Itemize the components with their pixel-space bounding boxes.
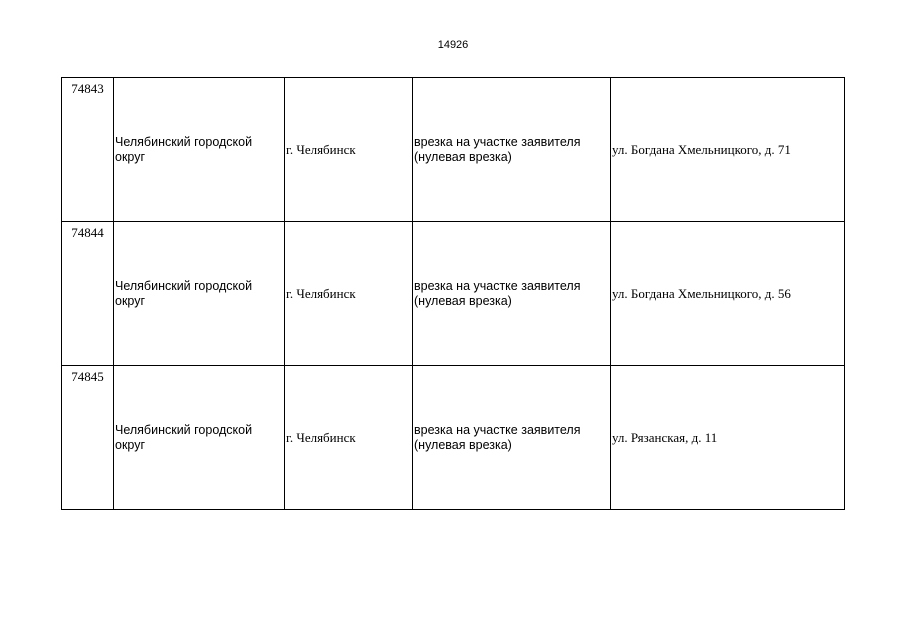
row-number: 74845 — [62, 366, 114, 510]
address-cell: ул. Богдана Хмельницкого, д. 56 — [611, 222, 845, 366]
row-number: 74843 — [62, 78, 114, 222]
district-cell: Челябинский городской округ — [114, 222, 285, 366]
address-cell: ул. Богдана Хмельницкого, д. 71 — [611, 78, 845, 222]
city-cell: г. Челябинск — [285, 222, 413, 366]
page-number: 14926 — [437, 39, 469, 51]
district-cell: Челябинский городской округ — [114, 78, 285, 222]
table-row — [62, 366, 845, 510]
row-number: 74844 — [62, 222, 114, 366]
connection-type-cell: врезка на участке заявителя (нулевая врезка) — [413, 222, 611, 366]
connection-type-cell: врезка на участке заявителя (нулевая врезка) — [413, 366, 611, 510]
table-row — [62, 78, 845, 222]
table-row — [62, 222, 845, 366]
city-cell: г. Челябинск — [285, 78, 413, 222]
district-cell: Челябинский городской округ — [114, 366, 285, 510]
city-cell: г. Челябинск — [285, 366, 413, 510]
registry-table — [61, 77, 845, 510]
address-cell: ул. Рязанская, д. 11 — [611, 366, 845, 510]
connection-type-cell: врезка на участке заявителя (нулевая врезка) — [413, 78, 611, 222]
